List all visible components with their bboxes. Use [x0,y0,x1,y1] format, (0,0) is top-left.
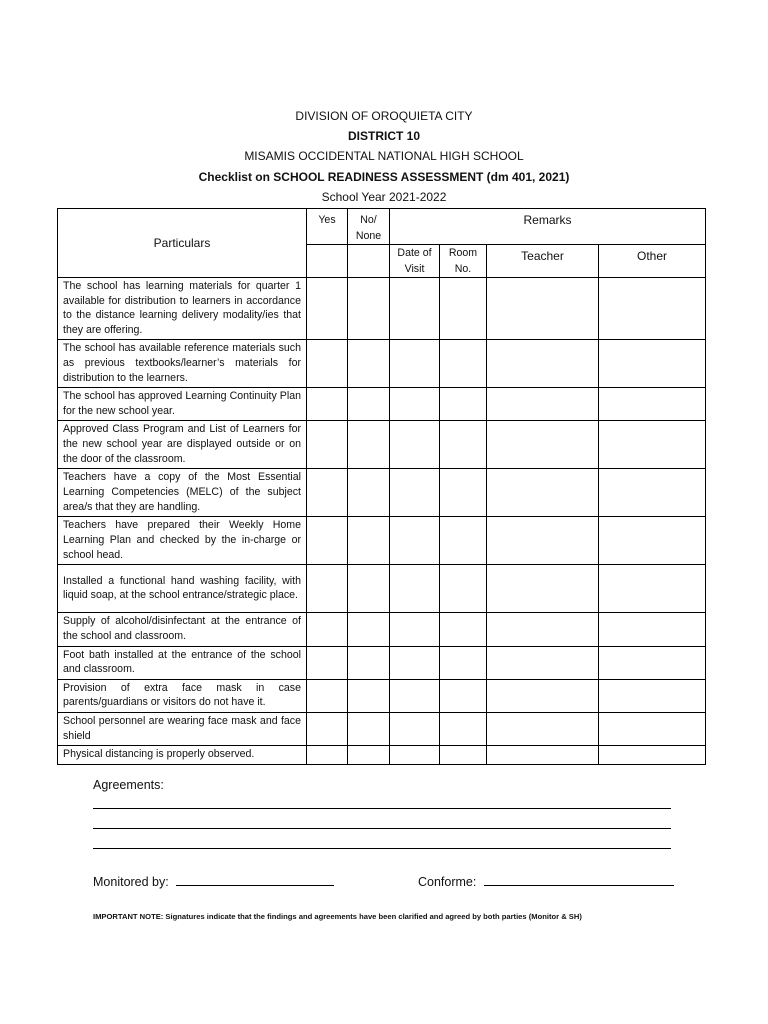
other-cell[interactable] [599,712,706,745]
teacher-cell[interactable] [487,679,599,712]
yes-cell[interactable] [307,565,348,613]
date-cell[interactable] [390,646,440,679]
header-teacher: Teacher [487,245,599,278]
no-cell[interactable] [348,746,390,765]
no-cell[interactable] [348,565,390,613]
table-row [58,517,706,565]
conforme-signature-line[interactable] [484,873,674,886]
teacher-cell[interactable] [487,517,599,565]
no-cell[interactable] [348,469,390,517]
monitored-by [93,873,334,889]
yes-cell[interactable] [307,646,348,679]
other-cell[interactable] [599,613,706,646]
no-cell[interactable] [348,646,390,679]
row-particular: Physical distancing is properly observed. [58,746,307,765]
no-cell[interactable] [348,613,390,646]
room-cell[interactable] [440,746,487,765]
no-cell[interactable] [348,712,390,745]
row-particular: Installed a functional hand washing facility, with liquid soap, at the school entrance/strategic place. [58,565,307,613]
room-cell[interactable] [440,421,487,469]
monitored-by-label: Monitored by: [93,875,169,889]
other-cell[interactable] [599,679,706,712]
no-cell[interactable] [348,517,390,565]
other-cell[interactable] [599,278,706,340]
teacher-cell[interactable] [487,646,599,679]
agreements-label: Agreements: [93,778,164,792]
no-subheader-empty [348,245,390,278]
yes-cell[interactable] [307,712,348,745]
checklist-title: Checklist on SCHOOL READINESS ASSESSMENT (dm 401, 2021) [198,169,570,184]
room-cell[interactable] [440,565,487,613]
checklist-table [57,208,706,765]
date-cell[interactable] [390,613,440,646]
no-cell[interactable] [348,278,390,340]
other-cell[interactable] [599,340,706,388]
yes-cell[interactable] [307,469,348,517]
date-cell[interactable] [390,278,440,340]
document-header [0,106,768,207]
row-particular: The school has learning materials for quarter 1 available for distribution to learners in accordance to the distance learning delivery modality/ies that they are offering. [58,278,307,340]
yes-cell[interactable] [307,613,348,646]
other-cell[interactable] [599,746,706,765]
teacher-cell[interactable] [487,388,599,421]
no-cell[interactable] [348,340,390,388]
important-note [93,912,582,921]
room-cell[interactable] [440,388,487,421]
yes-cell[interactable] [307,421,348,469]
date-cell[interactable] [390,421,440,469]
yes-cell[interactable] [307,679,348,712]
table-row [58,469,706,517]
teacher-cell[interactable] [487,712,599,745]
no-cell[interactable] [348,421,390,469]
teacher-cell[interactable] [487,613,599,646]
table-row [58,421,706,469]
date-cell[interactable] [390,469,440,517]
header-no-none: No/ None [348,209,390,245]
row-particular: The school has available reference materials such as previous textbooks/learner’s materials for distribution to the learners. [58,340,307,388]
table-row [58,712,706,745]
division-title: DIVISION OF OROQUIETA CITY [295,109,473,123]
date-cell[interactable] [390,340,440,388]
table-row [58,278,706,340]
date-cell[interactable] [390,517,440,565]
row-particular: Foot bath installed at the entrance of the school and classroom. [58,646,307,679]
monitored-by-signature-line[interactable] [176,873,334,886]
room-cell[interactable] [440,340,487,388]
room-cell[interactable] [440,469,487,517]
agreements-lines[interactable] [93,808,671,868]
school-name: MISAMIS OCCIDENTAL NATIONAL HIGH SCHOOL [244,149,524,164]
date-cell[interactable] [390,712,440,745]
other-cell[interactable] [599,517,706,565]
other-cell[interactable] [599,388,706,421]
district-title: DISTRICT 10 [347,129,420,144]
table-row [58,565,706,613]
agreement-line[interactable] [93,828,671,829]
row-particular: Approved Class Program and List of Learners for the new school year are displayed outside or on the door of the classroom. [58,421,307,469]
table-row [58,388,706,421]
table-row [58,613,706,646]
date-cell[interactable] [390,679,440,712]
row-particular: School personnel are wearing face mask and face shield [58,712,307,745]
yes-cell[interactable] [307,340,348,388]
room-cell[interactable] [440,517,487,565]
header-other: Other [599,245,706,278]
header-particulars: Particulars [58,209,307,278]
teacher-cell[interactable] [487,469,599,517]
table-row [58,746,706,765]
row-particular: Provision of extra face mask in case parents/guardians or visitors do not have it. [58,679,307,712]
header-date-of-visit: Date of Visit [390,245,440,278]
yes-subheader-empty [307,245,348,278]
other-cell[interactable] [599,565,706,613]
date-cell[interactable] [390,746,440,765]
teacher-cell[interactable] [487,565,599,613]
agreement-line[interactable] [93,808,671,809]
row-particular: Teachers have prepared their Weekly Home Learning Plan and checked by the in-charge or school head. [58,517,307,565]
other-cell[interactable] [599,421,706,469]
no-cell[interactable] [348,388,390,421]
table-row [58,679,706,712]
room-cell[interactable] [440,646,487,679]
row-particular: The school has approved Learning Continuity Plan for the new school year. [58,388,307,421]
table-row [58,340,706,388]
conforme [418,873,674,889]
date-cell[interactable] [390,565,440,613]
row-particular: Teachers have a copy of the Most Essential Learning Competencies (MELC) of the subject area/s that they are handling. [58,469,307,517]
yes-cell[interactable] [307,517,348,565]
important-note-lead: IMPORTANT NOTE: [93,912,164,921]
room-cell[interactable] [440,278,487,340]
header-remarks: Remarks [390,209,706,245]
teacher-cell[interactable] [487,421,599,469]
table-row [58,646,706,679]
room-cell[interactable] [440,679,487,712]
date-cell[interactable] [390,388,440,421]
yes-cell[interactable] [307,388,348,421]
important-note-text: Signatures indicate that the findings and agreements have been clarified and agreed by both parties (Monitor & SH) [163,912,582,921]
header-yes: Yes [307,209,348,245]
row-particular: Supply of alcohol/disinfectant at the entrance of the school and classroom. [58,613,307,646]
header-room-no: Room No. [440,245,487,278]
agreement-line[interactable] [93,848,671,849]
school-year: School Year 2021-2022 [321,189,447,204]
room-cell[interactable] [440,712,487,745]
other-cell[interactable] [599,646,706,679]
other-cell[interactable] [599,469,706,517]
conforme-label: Conforme: [418,875,477,889]
teacher-cell[interactable] [487,340,599,388]
yes-cell[interactable] [307,278,348,340]
no-cell[interactable] [348,679,390,712]
room-cell[interactable] [440,613,487,646]
teacher-cell[interactable] [487,278,599,340]
yes-cell[interactable] [307,746,348,765]
teacher-cell[interactable] [487,746,599,765]
